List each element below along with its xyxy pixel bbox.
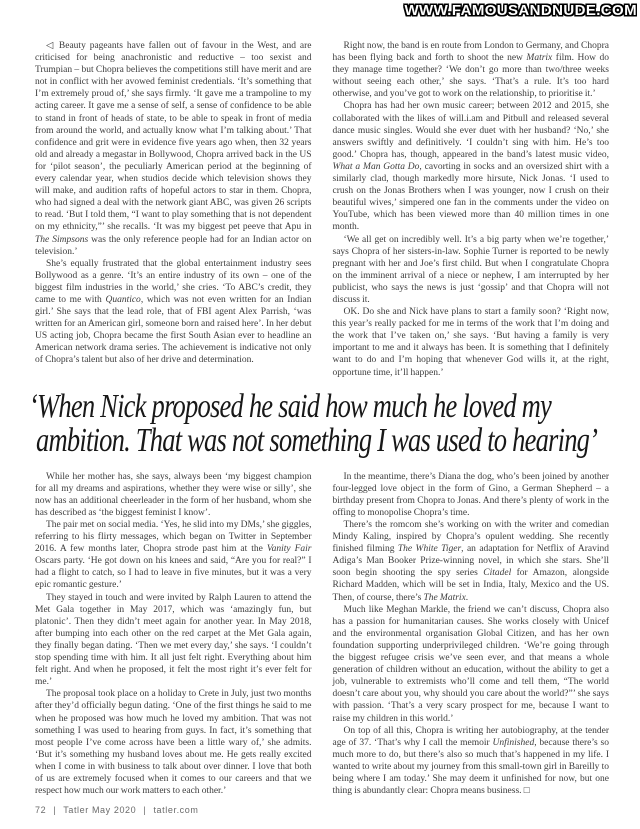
paragraph: Chopra has had her own music career; between 2012 and 2015, she collaborated with the likes of will.i.am and Pitbull and released several dance music singles. Would she ever duet with her husband? ‘No,’ she answers swiftly and definitively. ‘I couldn’t sing with him. He’s too good.’ Chopra has, though, appeared in the band’s latest music video, What a Man Gotta Do, cavorting in socks and an oversized shirt with a similarly clad, though markedly more hirsute, Nick Jonas. ‘I used to crush on the Jonas Brothers when I was younger, now I crush on their beautiful wives,’ simpered one fan in the comments under the video on YouTube, which has been viewed more than 40 million times in one month. (332, 101, 610, 233)
pull-quote-line: ‘When Nick proposed he said how much he loved my (29, 387, 552, 425)
right-column-bottom (333, 471, 610, 798)
left-column-bottom (35, 471, 312, 798)
watermark: WWW.FAMOUSANDNUDE.COM (404, 2, 637, 19)
footer (35, 805, 202, 815)
issue-date: Tatler May 2020 (63, 805, 137, 815)
article-bottom-section (35, 471, 609, 798)
paragraph: ◁ Beauty pageants have fallen out of favour in the West, and are criticised for being anachronistic and reductive – too sexist and Trumpian – but Chopra believes the competitions still have merit and are not in conflict with her avowed feminist credentials. ‘It’s something that I’m extremely proud of,’ she says firmly. ‘It gave me a trampoline to my acting career. It gave me a sense of self, a sense of confidence to be able to stand in front of heads of state, to be able to speak in front of media from around the world, and actually know what I’m talking about.’ That confidence and grit were in evidence five years ago when, then 32 years old and already a megastar in Bollywood, Chopra arrived back in the US for ‘pilot season’, the peculiarly American period at the beginning of every calendar year, when studios decide which television shows they will make, and audition rafts of hopeful actors to star in them. Chopra, who had signed a deal with the network giant ABC, was given 26 scripts to read. ‘But I told them, “I want to play something that is not dependent on my ethnicity,”’ she recalls. ‘It was my biggest pet peeve that Apu in The Simpsons was the only reference people had for an Indian actor on television.’ (35, 41, 312, 257)
paragraph: They stayed in touch and were invited by Ralph Lauren to attend the Met Gala together in May 2017, which was ‘amazingly fun, but platonic’. Then they didn’t meet again for another year. In May 2018, after bumping into each other on the red carpet at the Met Gala again, they finally began dating. ‘Then we met every day,’ she says. ‘I couldn’t stop spending time with him. It all just felt right. Everything about him felt right. And when he proposed, it felt the most right it’s ever felt for me.’ (35, 592, 312, 688)
paragraph: ‘We all get on incredibly well. It’s a big party when we’re together,’ says Chopra of her sisters-in-law. Sophie Turner is reported to be newly pregnant with her and Joe’s first child. But when I congratulate Chopra on the imminent arrival of a niece or nephew, I am interrupted by her publicist, who says the news is just ‘gossip’ and that Chopra will not discuss it. (332, 234, 609, 305)
magazine-page (29, 40, 610, 797)
paragraph: Right now, the band is en route from London to Germany, and Chopra has been flying back and forth to shoot the new Matrix film. How do they manage time together? ‘We don’t go more than two/three weeks without seeing each other,’ she says. ‘That’s a rule. It’s too hard otherwise, and you’ve got to work on the relationship, to prioritise it.’ (332, 41, 609, 100)
paragraph: The proposal took place on a holiday to Crete in July, just two months after they’d officially begun dating. ‘One of the first things he said to me when he proposed was how much he loved my ambition. That was not something I was used to hearing from guys. In fact, it’s something that most people I’ve come across have been a little wary of,’ she admits. ‘But it’s something my husband loves about me. He gets really excited when I come in with business to talk about over dinner. I love that both of us are extremely focused when it comes to our careers and that we respect how much our work matters to each other.’ (35, 689, 312, 797)
paragraph: While her mother has, she says, always been ‘my biggest champion for all my dreams and aspirations, whether they were wise or silly’, she now has an additional cheerleader in the form of her husband, whom she has described as ‘the biggest feminist I know’. (35, 471, 312, 518)
site-link: tatler.com (153, 805, 199, 815)
paragraph: Much like Meghan Markle, the friend we can’t discuss, Chopra also has a passion for humanitarian causes. She works closely with Unicef and the environmental organisation Global Citizen, and has her own foundation supporting underprivileged children. ‘We’re going through the biggest refugee crisis we’ve seen ever, and that means a whole generation of children without an education, without the ability to get a job, vulnerable to extremists who’ll come and tell them, “The world doesn’t care about you, why should you care about the world?”’ she says with passion. ‘That’s a very scary prospect for me, because I want to raise my children in this world.’ (332, 604, 609, 724)
footer-separator: | (143, 805, 147, 815)
left-column-top (35, 40, 312, 379)
paragraph: The pair met on social media. ‘Yes, he slid into my DMs,’ she giggles, referring to his flirty messages, which began on Twitter in September 2016. A few months later, Chopra strode past him at the Vanity Fair Oscars party. ‘He got down on his knees and said, “Are you for real?” I had a flight to catch, so I had to leave in five minutes, but it was a very epic romantic gesture.’ (35, 520, 312, 591)
pull-quote (29, 387, 609, 459)
paragraph: She’s equally frustrated that the global entertainment industry sees Bollywood as a genre. ‘It’s an entire industry of its own – one of the biggest film industries in the world,’ she cries. ‘To ABC’s credit, they came to me with Quantico, which was not even written for an Indian girl.’ She says that the lead role, that of FBI agent Alex Parrish, ‘was written for an American girl, someone born and raised here’. In her debut US acting job, Chopra became the first South Asian ever to headline an American network drama series. The achievement is indicative not only of Chopra’s talent but also of her drive and determination. (35, 258, 312, 366)
article-top-section (35, 40, 609, 379)
pull-quote-line: ambition. That was not something I was used to hearing’ (36, 421, 598, 459)
paragraph: In the meantime, there’s Diana the dog, who’s been joined by another four-legged love object in the form of Gino, a German Shepherd – a birthday present from Chopra to Jonas. And there’s plenty of work in the offing to monopolise Chopra’s time. (332, 471, 609, 518)
page-number: 72 (35, 805, 47, 815)
paragraph: There’s the romcom she’s working on with the writer and comedian Mindy Kaling, inspired by Chopra’s opulent wedding. She recently finished filming The White Tiger, an adaptation for Netflix of Aravind Adiga’s Man Booker Prize-winning novel, in which she stars. She’ll soon begin shooting the spy series Citadel for Amazon, alongside Richard Madden, which will be set in India, Italy, Mexico and the US. Then, of course, there’s The Matrix. (332, 520, 609, 603)
footer-separator: | (53, 805, 57, 815)
paragraph: OK. Do she and Nick have plans to start a family soon? ‘Right now, this year’s really packed for me in terms of the work that I’m doing and the work that I’ve taken on,’ she says. ‘But having a family is very important to me and it always has been. It is something that I definitely want to do and I’m hoping that whenever God wills it, at the right, opportune time, it’ll happen.’ (332, 307, 609, 378)
right-column-top (333, 40, 610, 379)
paragraph: On top of all this, Chopra is writing her autobiography, at the tender age of 37. ‘That’s why I call the memoir Unfinished, because there’s so much more to do, but there’s also so much that’s happened in my life. I wanted to write about my journey from this small-town girl in Bareilly to being where I am today.’ She may deem it unfinished for now, but one thing is abundantly clear: Chopra means business. □ (332, 725, 609, 797)
